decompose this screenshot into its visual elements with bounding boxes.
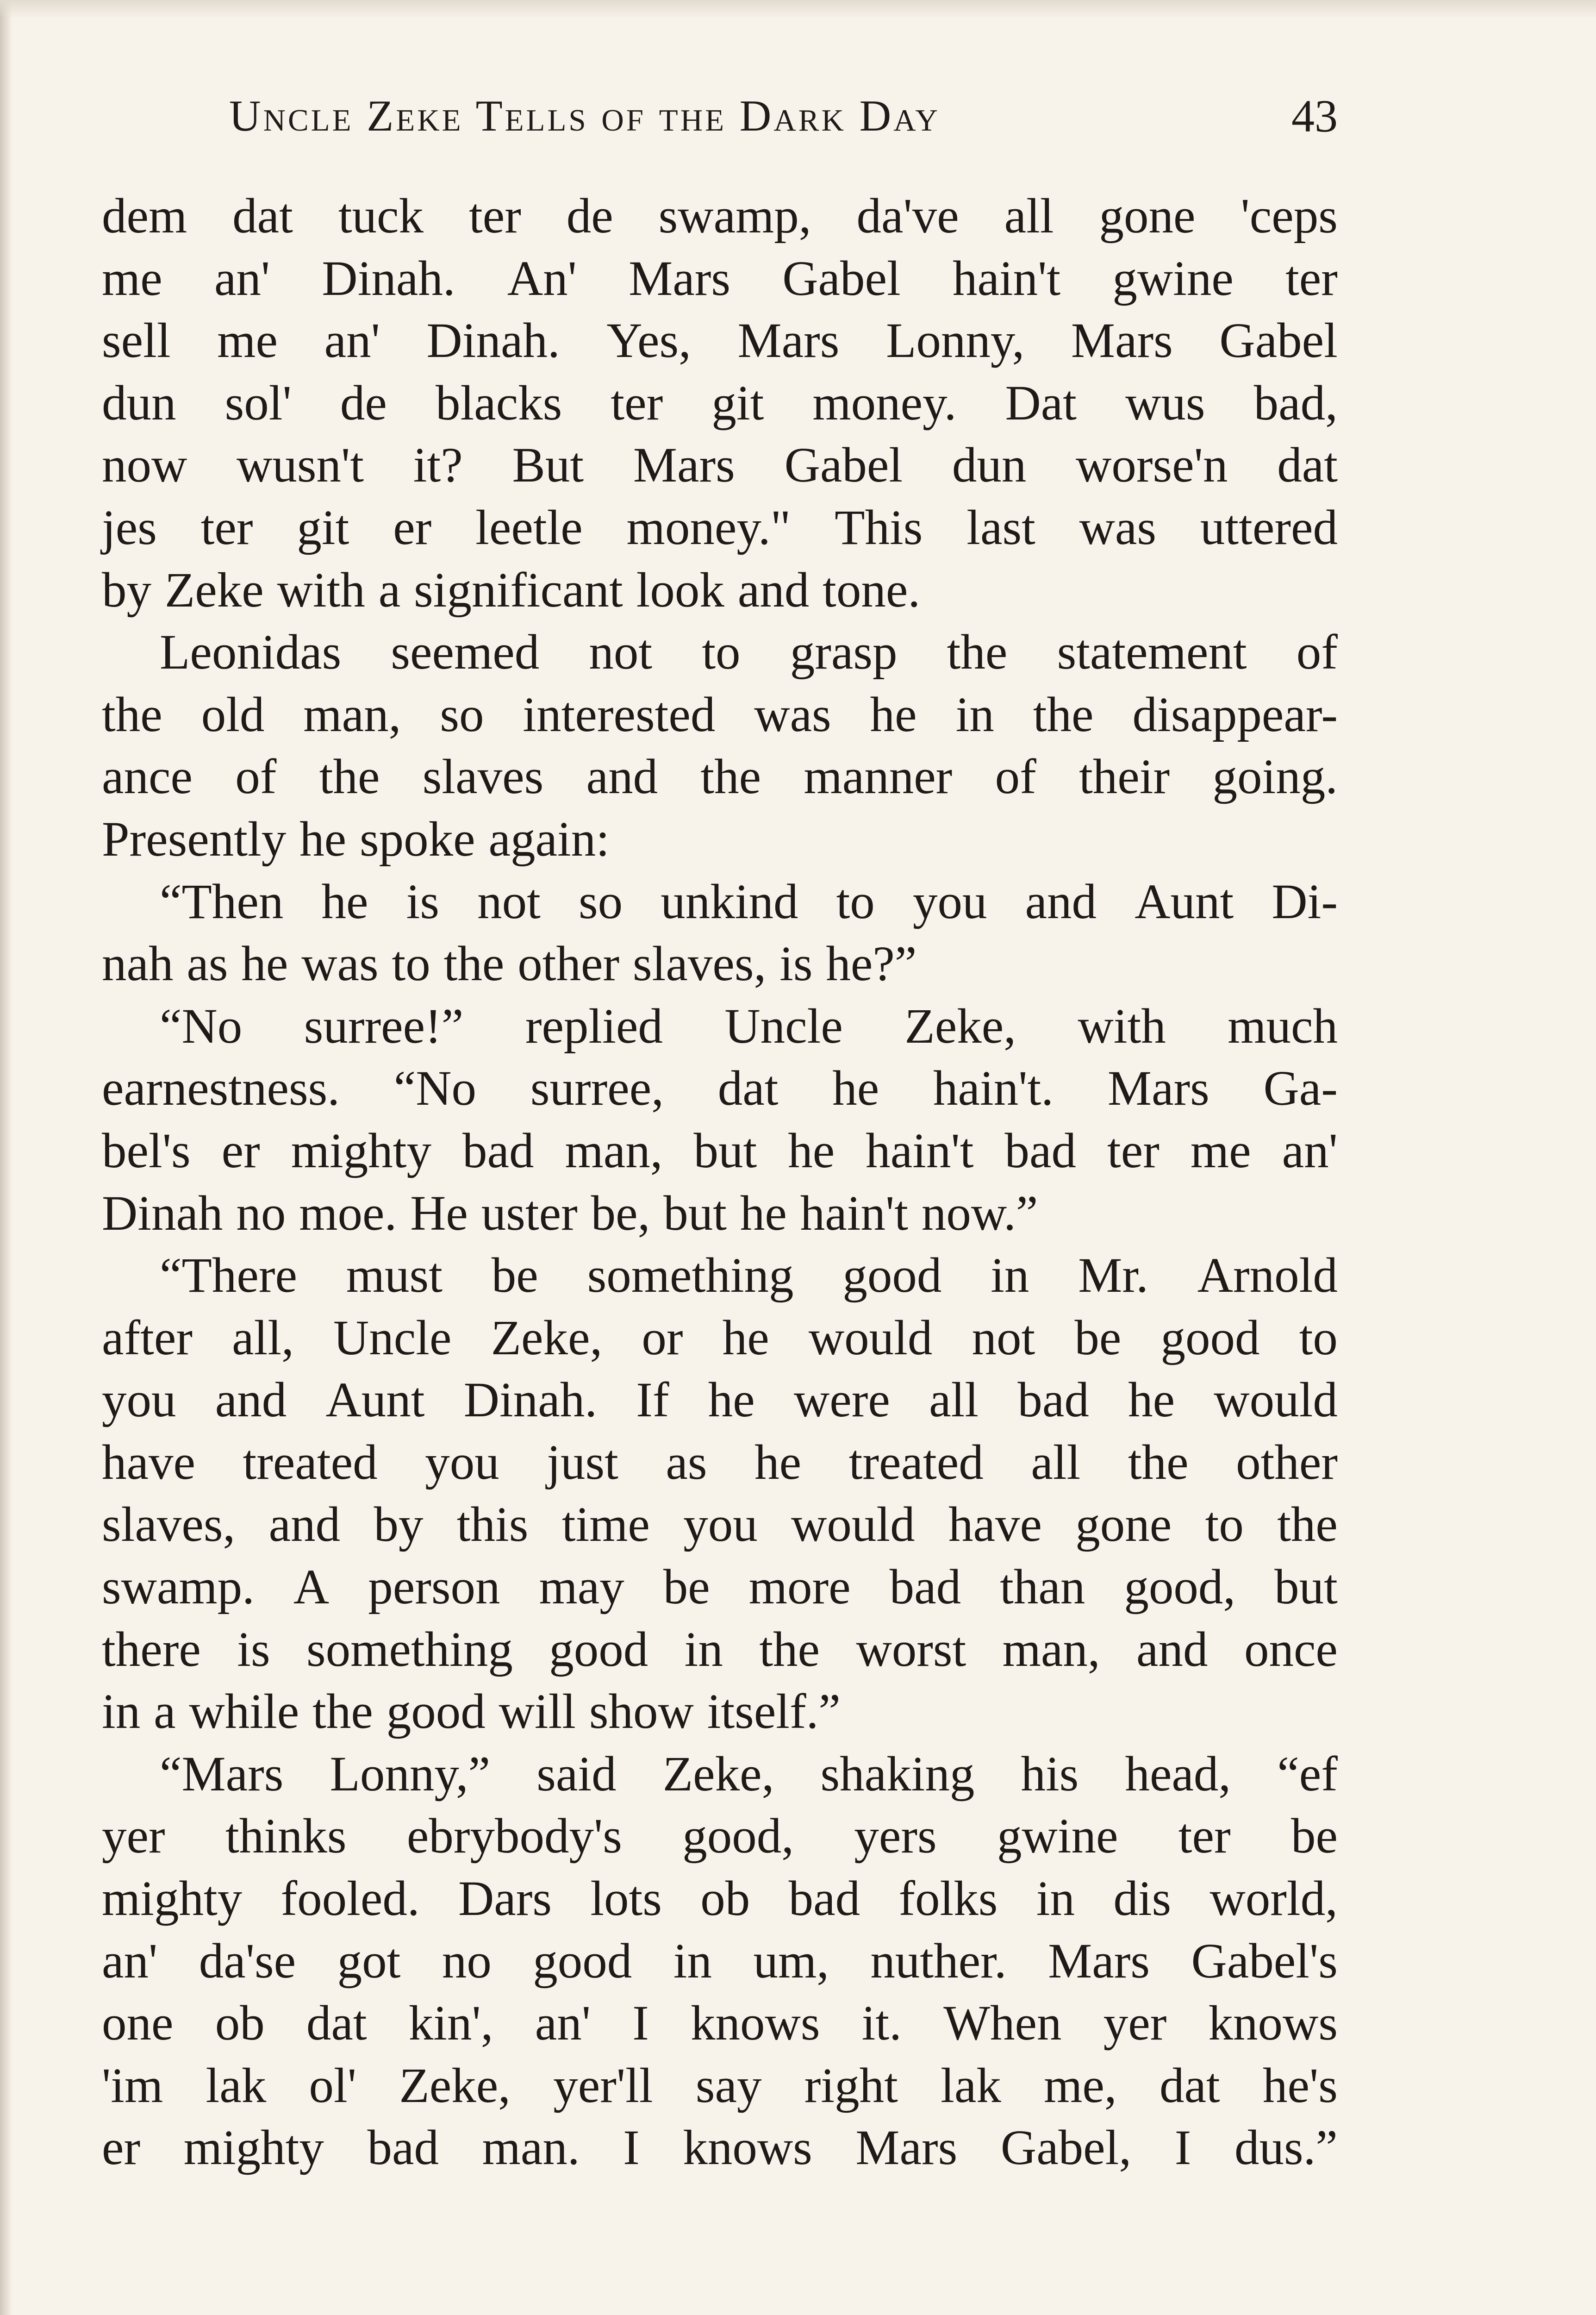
text-line: there is something good in the worst man, and once — [102, 1622, 1338, 1677]
text-line: “Mars Lonny,” said Zeke, shaking his head, “ef — [160, 1746, 1338, 1802]
text-line: have treated you just as he treated all the other — [102, 1435, 1338, 1490]
text-line: bel's er mighty bad man, but he hain't bad ter me an' — [102, 1123, 1338, 1178]
text-line: Presently he spoke again: — [102, 812, 610, 867]
body-text — [102, 185, 1338, 2179]
text-line: by Zeke with a significant look and tone. — [102, 563, 921, 618]
text-line: after all, Uncle Zeke, or he would not be good to — [102, 1310, 1338, 1365]
text-line: dem dat tuck ter de swamp, da've all gone 'ceps — [102, 189, 1338, 244]
text-line: now wusn't it? But Mars Gabel dun worse'n dat — [102, 438, 1338, 493]
text-line: me an' Dinah. An' Mars Gabel hain't gwine ter — [102, 251, 1338, 306]
text-line: ance of the slaves and the manner of their going. — [102, 750, 1338, 805]
text-line: mighty fooled. Dars lots ob bad folks in dis world, — [102, 1871, 1338, 1927]
text-line: 'im lak ol' Zeke, yer'll say right lak me, dat he's — [102, 2058, 1338, 2113]
text-line: sell me an' Dinah. Yes, Mars Lonny, Mars Gabel — [102, 313, 1338, 369]
text-line: in a while the good will show itself.” — [102, 1684, 841, 1739]
text-line: earnestness. “No surree, dat he hain't. Mars Ga- — [102, 1061, 1338, 1116]
text-line: the old man, so interested was he in the disappear- — [102, 687, 1338, 742]
text-line: Dinah no moe. He uster be, but he hain't now.” — [102, 1186, 1038, 1241]
text-line: slaves, and by this time you would have gone to the — [102, 1497, 1338, 1552]
text-line: an' da'se got no good in um, nuther. Mars Gabel's — [102, 1933, 1338, 1989]
text-line: yer thinks ebrybody's good, yers gwine ter be — [102, 1809, 1338, 1864]
text-line: you and Aunt Dinah. If he were all bad he would — [102, 1373, 1338, 1428]
running-head: Uncle Zeke Tells of the Dark Day — [229, 91, 940, 140]
text-line: nah as he was to the other slaves, is he?” — [102, 937, 917, 992]
text-line: Leonidas seemed not to grasp the statement of — [160, 625, 1338, 680]
text-line: “Then he is not so unkind to you and Aunt Di- — [160, 874, 1338, 929]
page-header — [102, 86, 1338, 160]
page-edge-shadow-left — [0, 0, 12, 2315]
text-line: er mighty bad man. I knows Mars Gabel, I dus.” — [102, 2121, 1338, 2176]
text-line: swamp. A person may be more bad than good, but — [102, 1560, 1338, 1615]
text-line: dun sol' de blacks ter git money. Dat wus bad, — [102, 375, 1338, 431]
page-number: 43 — [1291, 90, 1338, 142]
text-line: jes ter git er leetle money." This last was uttered — [102, 500, 1338, 555]
text-line: “There must be something good in Mr. Arnold — [160, 1248, 1338, 1303]
text-line: “No surree!” replied Uncle Zeke, with much — [160, 999, 1338, 1054]
page-edge-shadow-top — [0, 0, 1596, 19]
text-line: one ob dat kin', an' I knows it. When yer knows — [102, 1996, 1338, 2051]
